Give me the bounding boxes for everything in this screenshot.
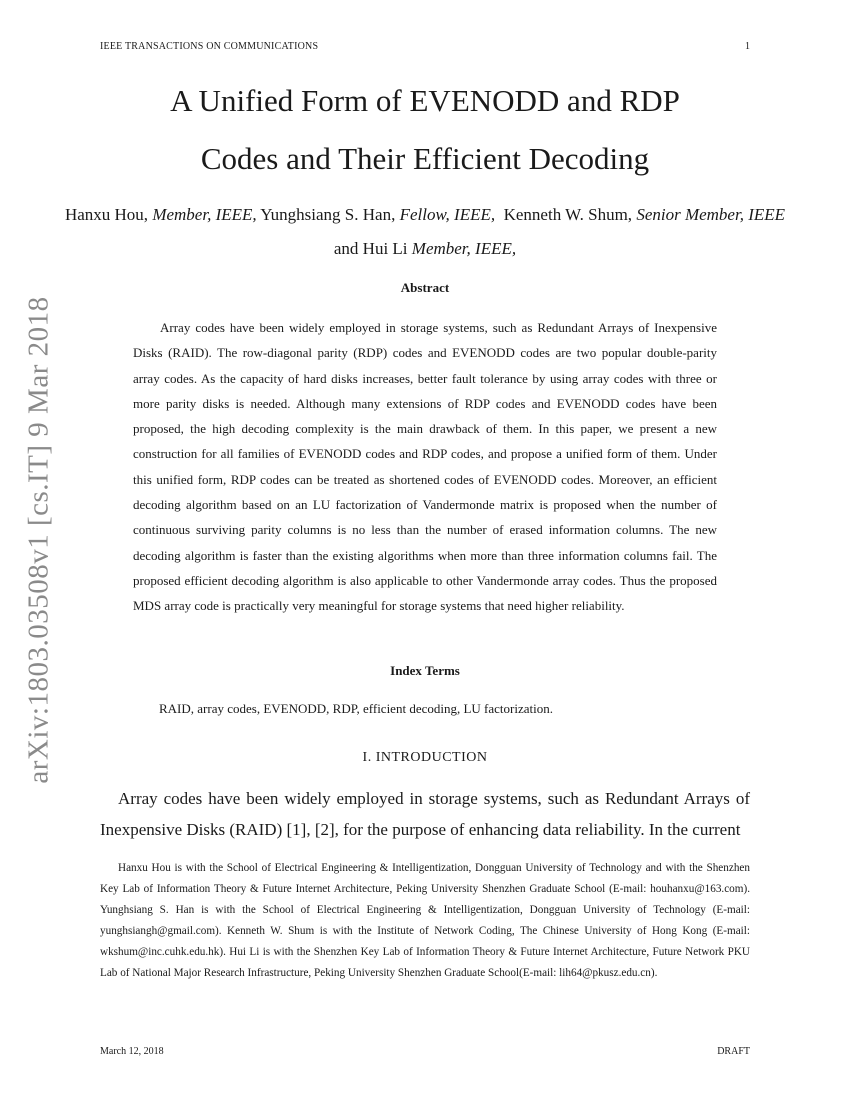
abstract-text: Array codes have been widely employed in storage systems, such as Redundant Arrays of Inexpensive Disks (RAID). The row-diagonal parity (RDP) codes and EVENODD codes are two popular double-parity array codes. As the capacity of hard disks increases, better fault tolerance by using array codes with three or more parity disks is needed. Although many extensions of RDP codes and EVENODD codes have been proposed, the high decoding complexity is the main drawback of them. In this paper, we present a new construction for all families of EVENODD codes and RDP codes, and propose a unified form of them. Under this unified form, RDP codes can be treated as shortened codes of EVENODD codes. Moreover, an efficient decoding algorithm based on an LU factorization of Vandermonde matrix is proposed when the number of continuous surviving parity columns is no less than the number of erased information columns. The new decoding algorithm is faster than the existing algorithms when more than three information columns fail. The proposed efficient decoding algorithm is also applicable to other Vandermonde array codes. Thus the proposed MDS array code is practically very meaningful for storage systems that need higher reliability. <box>133 320 717 614</box>
abstract-heading: Abstract <box>400 280 450 295</box>
title-line-2: Codes and Their Efficient Decoding <box>200 141 650 176</box>
author-conjunction: and <box>333 239 359 258</box>
section-heading-introduction <box>0 750 850 766</box>
arxiv-identifier: arXiv:1803.03508v1 [cs.IT] 9 Mar 2018 <box>22 296 55 784</box>
author-affiliation: Member, IEEE, <box>152 205 257 224</box>
page-number: 1 <box>745 41 750 52</box>
section-title: NTRODUCTION <box>380 750 488 765</box>
title-line-1: A Unified Form of EVENODD and RDP <box>170 83 680 118</box>
author-name: Hui Li <box>362 239 408 258</box>
author-list <box>60 198 790 266</box>
paper-title <box>0 72 850 188</box>
author-affiliation: Fellow, IEEE, <box>399 205 496 224</box>
section-numeral: I. I <box>362 750 381 765</box>
author-name: Hanxu Hou, <box>64 205 149 224</box>
footer-draft-label: DRAFT <box>717 1046 750 1057</box>
index-terms-heading: Index Terms <box>390 663 460 678</box>
index-terms-text: RAID, array codes, EVENODD, RDP, efficient decoding, LU factorization. <box>159 701 553 716</box>
footer-date: March 12, 2018 <box>100 1046 164 1057</box>
author-affiliation: Member, IEEE, <box>411 239 517 258</box>
author-affiliation: Senior Member, IEEE <box>636 205 786 224</box>
introduction-paragraph: Array codes have been widely employed in storage systems, such as Redundant Arrays of Inexpensive Disks (RAID) [1], [2], for the purpose of enhancing data reliability. In the current <box>100 789 750 839</box>
author-name: Yunghsiang S. Han, <box>260 205 396 224</box>
author-footnote: Hanxu Hou is with the School of Electrical Engineering & Intelligentization, Dongguan University of Technology and with the Shenzhen Key Lab of Information Theory & Future Internet Architecture, Peking University Shenzhen Graduate School (E-mail: houhanxu@163.com). Yunghsiang S. Han is with the School of Electrical Engineering & Intelligentization, Dongguan University of Technology (E-mail: yunghsiangh@gmail.com). Kenneth W. Shum is with the Institute of Network Coding, The Chinese University of Hong Kong (E-mail: wkshum@inc.cuhk.edu.hk). Hui Li is with the Shenzhen Key Lab of Information Theory & Future Internet Architecture, Future Network PKU Lab of National Major Research Infrastructure, Peking University Shenzhen Graduate School(E-mail: lih64@pkusz.edu.cn). <box>100 862 750 979</box>
author-name: Kenneth W. Shum, <box>503 205 633 224</box>
running-header-journal: IEEE TRANSACTIONS ON COMMUNICATIONS <box>100 41 319 52</box>
